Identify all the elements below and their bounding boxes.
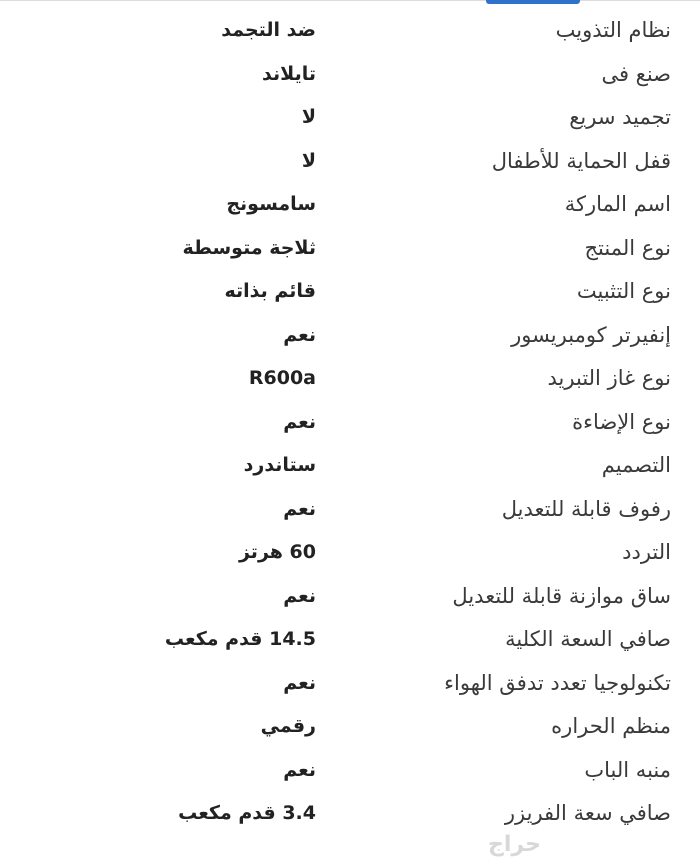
spec-row (0, 186, 700, 230)
spec-label: صنع فى (601, 61, 671, 86)
spec-label: صافي السعة الكلية (505, 627, 671, 651)
spec-row (0, 273, 700, 317)
spec-value: نعم (283, 323, 316, 346)
spec-label: نوع غاز التبريد (547, 366, 671, 390)
spec-label: التردد (622, 540, 671, 564)
spec-row (0, 56, 700, 100)
spec-value: لا (301, 106, 316, 128)
spec-value: نعم (283, 671, 316, 694)
spec-value: رقمي (260, 715, 316, 737)
spec-label: إنفيرتر كومبريسور (511, 322, 671, 347)
spec-row (0, 143, 700, 187)
spec-row (0, 360, 700, 404)
spec-label: ساق موازنة قابلة للتعديل (452, 583, 671, 608)
spec-row (0, 578, 700, 622)
spec-label: التصميم (601, 453, 671, 477)
spec-row (0, 665, 700, 709)
spec-value: ثلاجة متوسطة (182, 236, 316, 259)
spec-value: سامسونج (226, 193, 316, 215)
spec-list (0, 12, 700, 839)
spec-row (0, 621, 700, 665)
spec-row (0, 708, 700, 752)
spec-label: صافي سعة الفريزر (504, 801, 671, 825)
spec-value: 60 هرتز (238, 541, 316, 563)
spec-label: نظام التذويب (555, 18, 671, 42)
spec-label: نوع التثبيت (576, 279, 671, 303)
spec-value: نعم (283, 410, 316, 433)
spec-row (0, 404, 700, 448)
spec-value: R600a (248, 367, 316, 389)
spec-label: منبه الباب (584, 757, 671, 782)
spec-label: نوع المنتج (584, 235, 671, 260)
spec-label: منظم الحراره (551, 714, 671, 738)
spec-row (0, 534, 700, 578)
spec-row (0, 752, 700, 796)
spec-row (0, 99, 700, 143)
spec-value: لا (301, 149, 316, 172)
spec-label: اسم الماركة (564, 192, 671, 216)
spec-value: ضد التجمد (221, 19, 316, 41)
spec-value: 14.5 قدم مكعب (164, 628, 316, 650)
spec-value: نعم (283, 497, 316, 520)
haraj-watermark: حراج (488, 832, 541, 857)
spec-value: 3.4 قدم مكعب (178, 802, 316, 824)
spec-row (0, 795, 700, 839)
spec-label: نوع الإضاءة (572, 409, 671, 434)
spec-value: قائم بذاته (224, 280, 316, 302)
spec-row (0, 12, 700, 56)
spec-label: قفل الحماية للأطفال (491, 148, 671, 173)
spec-value: نعم (283, 758, 316, 781)
spec-row (0, 317, 700, 361)
spec-label: تجميد سريع (569, 105, 671, 129)
spec-value: نعم (283, 584, 316, 607)
spec-label: رفوف قابلة للتعديل (501, 496, 671, 521)
spec-row (0, 447, 700, 491)
spec-label: تكنولوجيا تعدد تدفق الهواء (444, 670, 671, 695)
spec-value: تايلاند (262, 62, 316, 85)
active-tab-indicator[interactable] (486, 0, 580, 4)
spec-value: ستاندرد (243, 454, 316, 476)
spec-row (0, 230, 700, 274)
spec-row (0, 491, 700, 535)
top-border (0, 0, 700, 6)
